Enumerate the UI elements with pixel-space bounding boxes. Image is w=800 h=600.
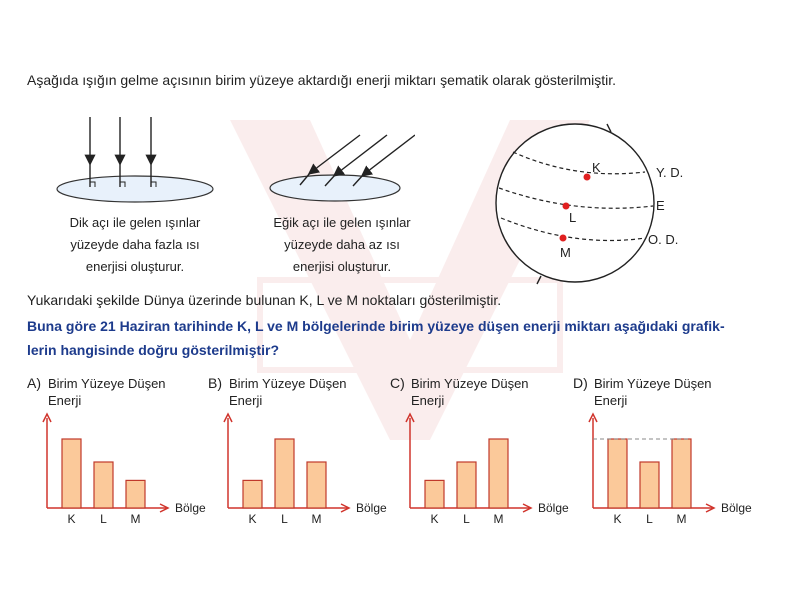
- globe-figure: [495, 120, 665, 290]
- x-axis-label: Bölge: [721, 501, 752, 515]
- bar-m: [307, 462, 326, 508]
- intro-text: Aşağıda ışığın gelme açısının birim yüzeye aktardığı enerji miktarı şematik olarak gösterilmiştir.: [27, 72, 617, 88]
- bar-k: [608, 439, 627, 508]
- option-letter: D): [573, 375, 588, 391]
- option-d[interactable]: [573, 375, 758, 530]
- option-letter: C): [390, 375, 405, 391]
- option-b[interactable]: [208, 375, 393, 530]
- statement-text: Yukarıdaki şekilde Dünya üzerinde bulunan K, L ve M noktaları gösterilmiştir.: [27, 292, 502, 308]
- label-l: L: [569, 210, 577, 225]
- bar-m: [126, 480, 145, 508]
- bar-k: [62, 439, 81, 508]
- chart-ylabel: Birim Yüzeye Düşen Enerji: [229, 376, 347, 408]
- ray-arrow: [310, 135, 360, 173]
- chart-ylabel: Birim Yüzeye Düşen Enerji: [48, 376, 166, 408]
- ray-arrow: [335, 135, 387, 175]
- label-tropic-capricorn: O. D.: [648, 232, 679, 247]
- bar-m: [672, 439, 691, 508]
- caption-perpendicular: Dik açı ile gelen ışınlar yüzeyde daha fazla ısı enerjisi oluşturur.: [69, 215, 201, 274]
- bar-chart-c: [390, 411, 575, 527]
- perpendicular-rays-figure: [50, 112, 230, 207]
- bar-k: [425, 480, 444, 508]
- x-tick-label: L: [463, 512, 470, 526]
- axis-tick: [537, 276, 541, 284]
- caption-oblique: Eğik açı ile gelen ışınlar yüzeyde daha az ısı enerjisi oluşturur.: [273, 215, 411, 274]
- x-tick-label: M: [311, 512, 322, 526]
- globe-circle: [496, 124, 654, 282]
- x-tick-label: M: [676, 512, 687, 526]
- x-tick-label: K: [248, 512, 257, 526]
- bar-l: [457, 462, 476, 508]
- surface-ellipse: [57, 176, 213, 202]
- option-letter: B): [208, 375, 222, 391]
- x-axis-label: Bölge: [175, 501, 206, 515]
- label-tropic-cancer: Y. D.: [656, 165, 684, 180]
- option-c[interactable]: [390, 375, 575, 530]
- x-axis-label: Bölge: [356, 501, 387, 515]
- bar-l: [94, 462, 113, 508]
- bar-k: [243, 480, 262, 508]
- bar-chart-b: [208, 411, 393, 527]
- x-tick-label: M: [493, 512, 504, 526]
- label-m: M: [560, 245, 571, 260]
- question-line-1: Buna göre 21 Haziran tarihinde K, L ve M bölgelerinde birim yüzeye düşen enerji miktarı aşağıdaki grafik-: [27, 318, 725, 334]
- bar-l: [275, 439, 294, 508]
- x-tick-label: K: [613, 512, 622, 526]
- x-tick-label: L: [100, 512, 107, 526]
- bar-m: [489, 439, 508, 508]
- x-tick-label: K: [67, 512, 76, 526]
- x-tick-label: L: [281, 512, 288, 526]
- point-m: [560, 235, 567, 242]
- label-k: K: [592, 160, 601, 175]
- label-equator: E: [656, 198, 665, 213]
- question-line-2: lerin hangisinde doğru gösterilmiştir?: [27, 342, 280, 358]
- bar-chart-d: [573, 411, 758, 527]
- x-axis-label: Bölge: [538, 501, 569, 515]
- bar-chart-a: [27, 411, 212, 527]
- x-tick-label: M: [130, 512, 141, 526]
- bar-l: [640, 462, 659, 508]
- chart-ylabel: Birim Yüzeye Düşen Enerji: [594, 376, 712, 408]
- point-k: [584, 174, 591, 181]
- x-tick-label: K: [430, 512, 439, 526]
- surface-ellipse: [270, 175, 400, 201]
- ray-arrow: [363, 135, 415, 175]
- point-l: [563, 203, 570, 210]
- option-letter: A): [27, 375, 41, 391]
- option-a[interactable]: [27, 375, 212, 530]
- x-tick-label: L: [646, 512, 653, 526]
- chart-ylabel: Birim Yüzeye Düşen Enerji: [411, 376, 529, 408]
- oblique-rays-figure: [265, 130, 415, 208]
